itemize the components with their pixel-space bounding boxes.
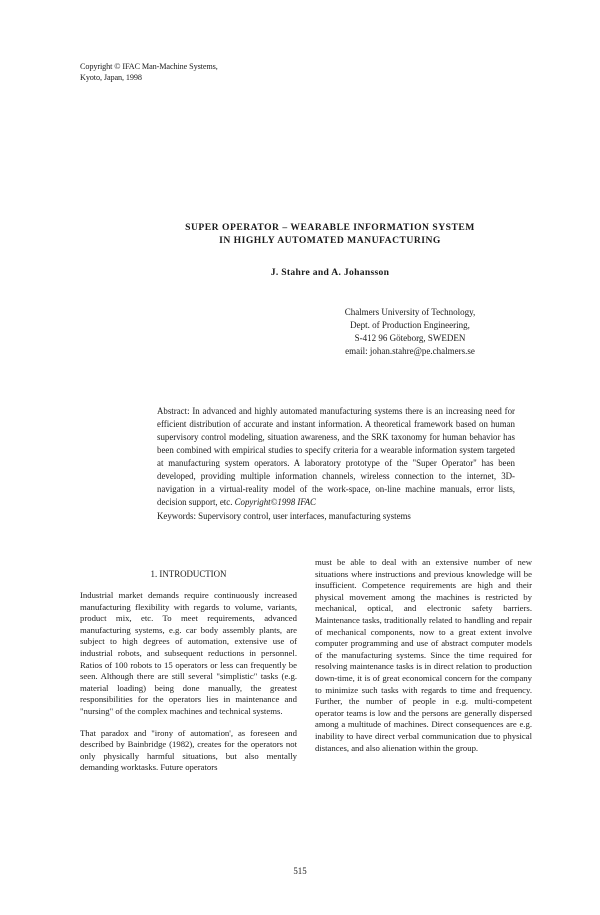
affiliation-line-1: Chalmers University of Technology, — [344, 307, 476, 317]
affiliation — [330, 306, 490, 358]
abstract-text: Abstract: In advanced and highly automated manufacturing systems there is an increasing need for efficient distribution of accurate and instant information. A theoretical framework based on human supervisory control modeling, situation awareness, and the SRK taxonomy for human behavior has been combined with empirical studies to specify criteria for a wearable information system targeted at manufacturing system operators. A laboratory prototype of the "Super Operator" has been developed, providing multiple information channels, wireless connection to the internet, 3D-navigation in a virtual-reality model of the work-space, on-line machine manuals, error lists, decision support, etc. — [157, 406, 515, 507]
copyright-notice — [80, 61, 218, 83]
left-column — [80, 590, 297, 774]
title-line-2: IN HIGHLY AUTOMATED MANUFACTURING — [219, 235, 441, 246]
abstract — [157, 405, 515, 509]
affiliation-line-3: S-412 96 Göteborg, SWEDEN — [354, 333, 466, 343]
authors: J. Stahre and A. Johansson — [270, 267, 390, 278]
title-line-1: SUPER OPERATOR – WEARABLE INFORMATION SYSTEM — [185, 222, 475, 233]
abstract-copyright: Copyright©1998 IFAC — [234, 497, 316, 507]
right-paragraph: must be able to deal with an extensive number of new situations where instructions and previous knowledge will be insufficient. Competence requirements are high and their physical movement among the machines is restricted by mechanical, optical, and electronic safety barriers. Maintenance tasks, traditionally related to handling and repair of mechanical components, now to a great extent involve computer programming and use of abstract computer models of the manufacturing systems. Since the time required for resolving maintenance tasks is in direct relation to production down-time, it is of great economical concern for the company to minimize such tasks with regards to time and frequency. Further, the number of people in e.g. multi-competent operator teams is low and the persons are generally dispersed among a multitude of machines. Direct consequences are e.g. inability to have direct verbal communication due to physical distances, and also alienation within the group. — [315, 557, 532, 753]
section-heading: 1. INTRODUCTION — [150, 569, 227, 579]
affiliation-line-2: Dept. of Production Engineering, — [350, 320, 470, 330]
left-paragraph-1: Industrial market demands require continuously increased manufacturing flexibility with regards to volume, variants, product mix, etc. To meet requirements, advanced manufacturing systems, e.g. car body assembly plants, are subject to high degrees of automation, extensive use of industrial robots, and subsequent reductions in personnel. Ratios of 100 robots to 15 operators or less can frequently be seen. Although there are still several "simplistic" tasks (e.g. material loading) being done manually, the greatest responsibilities for the operators lies in maintenance and "nursing" of the complex machines and technical systems. — [80, 590, 297, 716]
copyright-line-1: Copyright © IFAC Man-Machine Systems, — [80, 62, 218, 71]
affiliation-email: email: johan.stahre@pe.chalmers.se — [345, 346, 475, 356]
copyright-line-2: Kyoto, Japan, 1998 — [80, 73, 142, 82]
keywords: Keywords: Supervisory control, user interfaces, manufacturing systems — [157, 511, 411, 521]
left-paragraph-2: That paradox and "irony of automation', as foreseen and described by Bainbridge (1982), creates for the operators not only physically harmful situations, but also mentally demanding worktasks. Future operators — [80, 727, 297, 773]
paper-title — [130, 221, 530, 247]
right-column — [315, 557, 532, 754]
page-number: 515 — [293, 866, 307, 876]
